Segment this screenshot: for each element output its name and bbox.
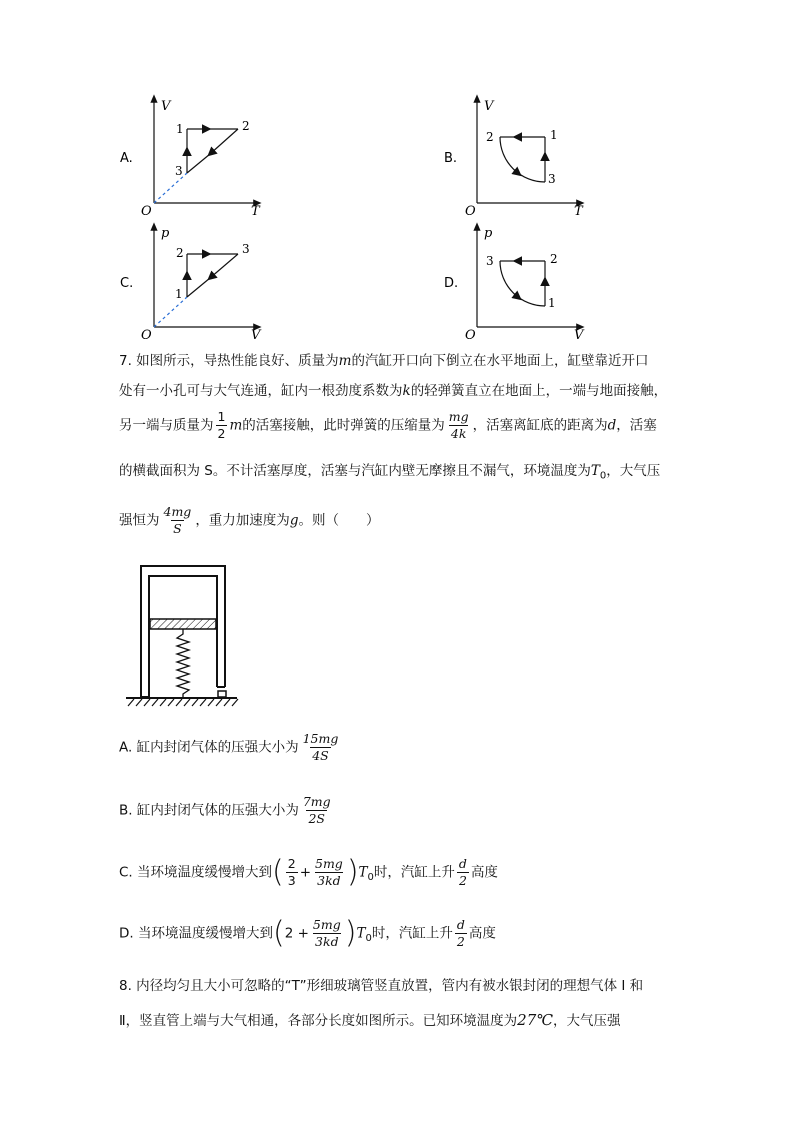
graph-a-pt-3: 3 bbox=[175, 164, 183, 178]
graph-b-pt-3: 3 bbox=[548, 172, 556, 186]
q7-line-5: 强恒为 $\frac{4mg}{S}$ ，重力加速度为g。则（ ） bbox=[119, 504, 380, 536]
graph-d-pt-1: 1 bbox=[548, 296, 556, 310]
opt-b-label: B. bbox=[444, 151, 458, 166]
graph-b-x-axis: T bbox=[574, 204, 583, 219]
fraction-opt-c-a: $\frac{2}{3}$ bbox=[287, 856, 296, 888]
graph-b-origin: O bbox=[465, 204, 476, 219]
graph-c-pt-1: 1 bbox=[175, 287, 183, 301]
graph-d-y-axis: p bbox=[484, 226, 493, 241]
q6-graphs bbox=[0, 0, 794, 345]
fraction-opt-d-h: $\frac{d}{2}$ bbox=[456, 917, 465, 949]
fraction-opt-a: $\frac{15mg}{4S}$ bbox=[302, 731, 339, 763]
spring bbox=[177, 629, 189, 698]
graph-d-origin: O bbox=[465, 328, 476, 343]
opt-d-label: D. bbox=[444, 276, 459, 291]
opt-c-label: C. bbox=[120, 276, 134, 291]
q7-line-4: 的横截面积为 S。不计活塞厚度，活塞与汽缸内壁无摩擦且不漏气，环境温度为$T_0$，大气压 bbox=[119, 463, 661, 482]
fraction-opt-b: $\frac{7mg}{2S}$ bbox=[302, 794, 331, 826]
graph-d bbox=[477, 226, 581, 327]
graph-d-pt-3: 3 bbox=[486, 254, 494, 268]
fraction-opt-c-h: $\frac{d}{2}$ bbox=[458, 856, 467, 888]
q8-line-1: 8. 内径均匀且大小可忽略的“T”形细玻璃管竖直放置，管内有被水银封闭的理想气体 Ⅰ 和 bbox=[119, 978, 644, 994]
piston bbox=[150, 619, 216, 629]
cylinder-figure bbox=[120, 560, 245, 720]
graph-a-pt-1: 1 bbox=[176, 122, 184, 136]
graph-c-pt-3: 3 bbox=[242, 242, 250, 256]
q7-line-2: 处有一小孔可与大气连通，缸内一根劲度系数为k的轻弹簧直立在地面上，一端与地面接触， bbox=[119, 383, 668, 399]
graph-a-origin: O bbox=[141, 204, 152, 219]
graph-a-pt-2: 2 bbox=[242, 119, 250, 133]
graph-b-pt-2: 2 bbox=[486, 130, 494, 144]
fraction-opt-c-b: $\frac{5mg}{3kd}$ bbox=[315, 856, 343, 888]
opt-a-label: A. bbox=[120, 151, 133, 166]
graph-a-y-axis: V bbox=[161, 99, 171, 114]
cylinder-inner bbox=[149, 576, 217, 697]
fraction-opt-d-b: $\frac{5mg}{3kd}$ bbox=[312, 917, 341, 949]
graph-a-x-axis: T bbox=[251, 204, 260, 219]
fraction-atm-pressure: $\frac{4mg}{S}$ bbox=[163, 504, 192, 536]
q7-option-d: D. 当环境温度缓慢增大到(2 + $\frac{5mg}{3kd}$ )$T_0$时，汽缸上升 $\frac{d}{2}$ 高度 bbox=[119, 915, 496, 951]
graph-b-y-axis: V bbox=[484, 99, 494, 114]
graph-c-pt-2: 2 bbox=[176, 246, 184, 260]
graph-c-origin: O bbox=[141, 328, 152, 343]
fraction-half: $\frac{1}{2}$ bbox=[217, 409, 226, 441]
q7-option-a: A. 缸内封闭气体的压强大小为 $\frac{15mg}{4S}$ bbox=[119, 731, 339, 763]
graph-b-pt-1: 1 bbox=[550, 128, 558, 142]
graph-c-x-axis: V bbox=[251, 328, 261, 343]
q8-line-2: Ⅱ，竖直管上端与大气相通，各部分长度如图所示。已知环境温度为27℃，大气压强 bbox=[119, 1011, 621, 1029]
fraction-compression: $\frac{mg}{4k}$ bbox=[448, 409, 469, 441]
graph-d-x-axis: V bbox=[574, 328, 584, 343]
graph-c-y-axis: p bbox=[161, 226, 170, 241]
q7-line-3: 另一端与质量为 $\frac{1}{2}$ m的活塞接触，此时弹簧的压缩量为 $\frac{mg}{4k}$ ，活塞离缸底的距离为d，活塞 bbox=[119, 409, 657, 441]
q7-line-1: 7. 如图所示，导热性能良好、质量为m的汽缸开口向下倒立在水平地面上，缸壁靠近开口 bbox=[119, 353, 649, 369]
graph-d-pt-2: 2 bbox=[550, 252, 558, 266]
q7-option-b: B. 缸内封闭气体的压强大小为 $\frac{7mg}{2S}$ bbox=[119, 794, 331, 826]
q7-option-c: C. 当环境温度缓慢增大到( $\frac{2}{3}$ + $\frac{5mg}{3kd}$ )$T_0$时，汽缸上升 $\frac{d}{2}$ 高度 bbox=[119, 854, 498, 890]
vent-hole bbox=[218, 691, 226, 697]
